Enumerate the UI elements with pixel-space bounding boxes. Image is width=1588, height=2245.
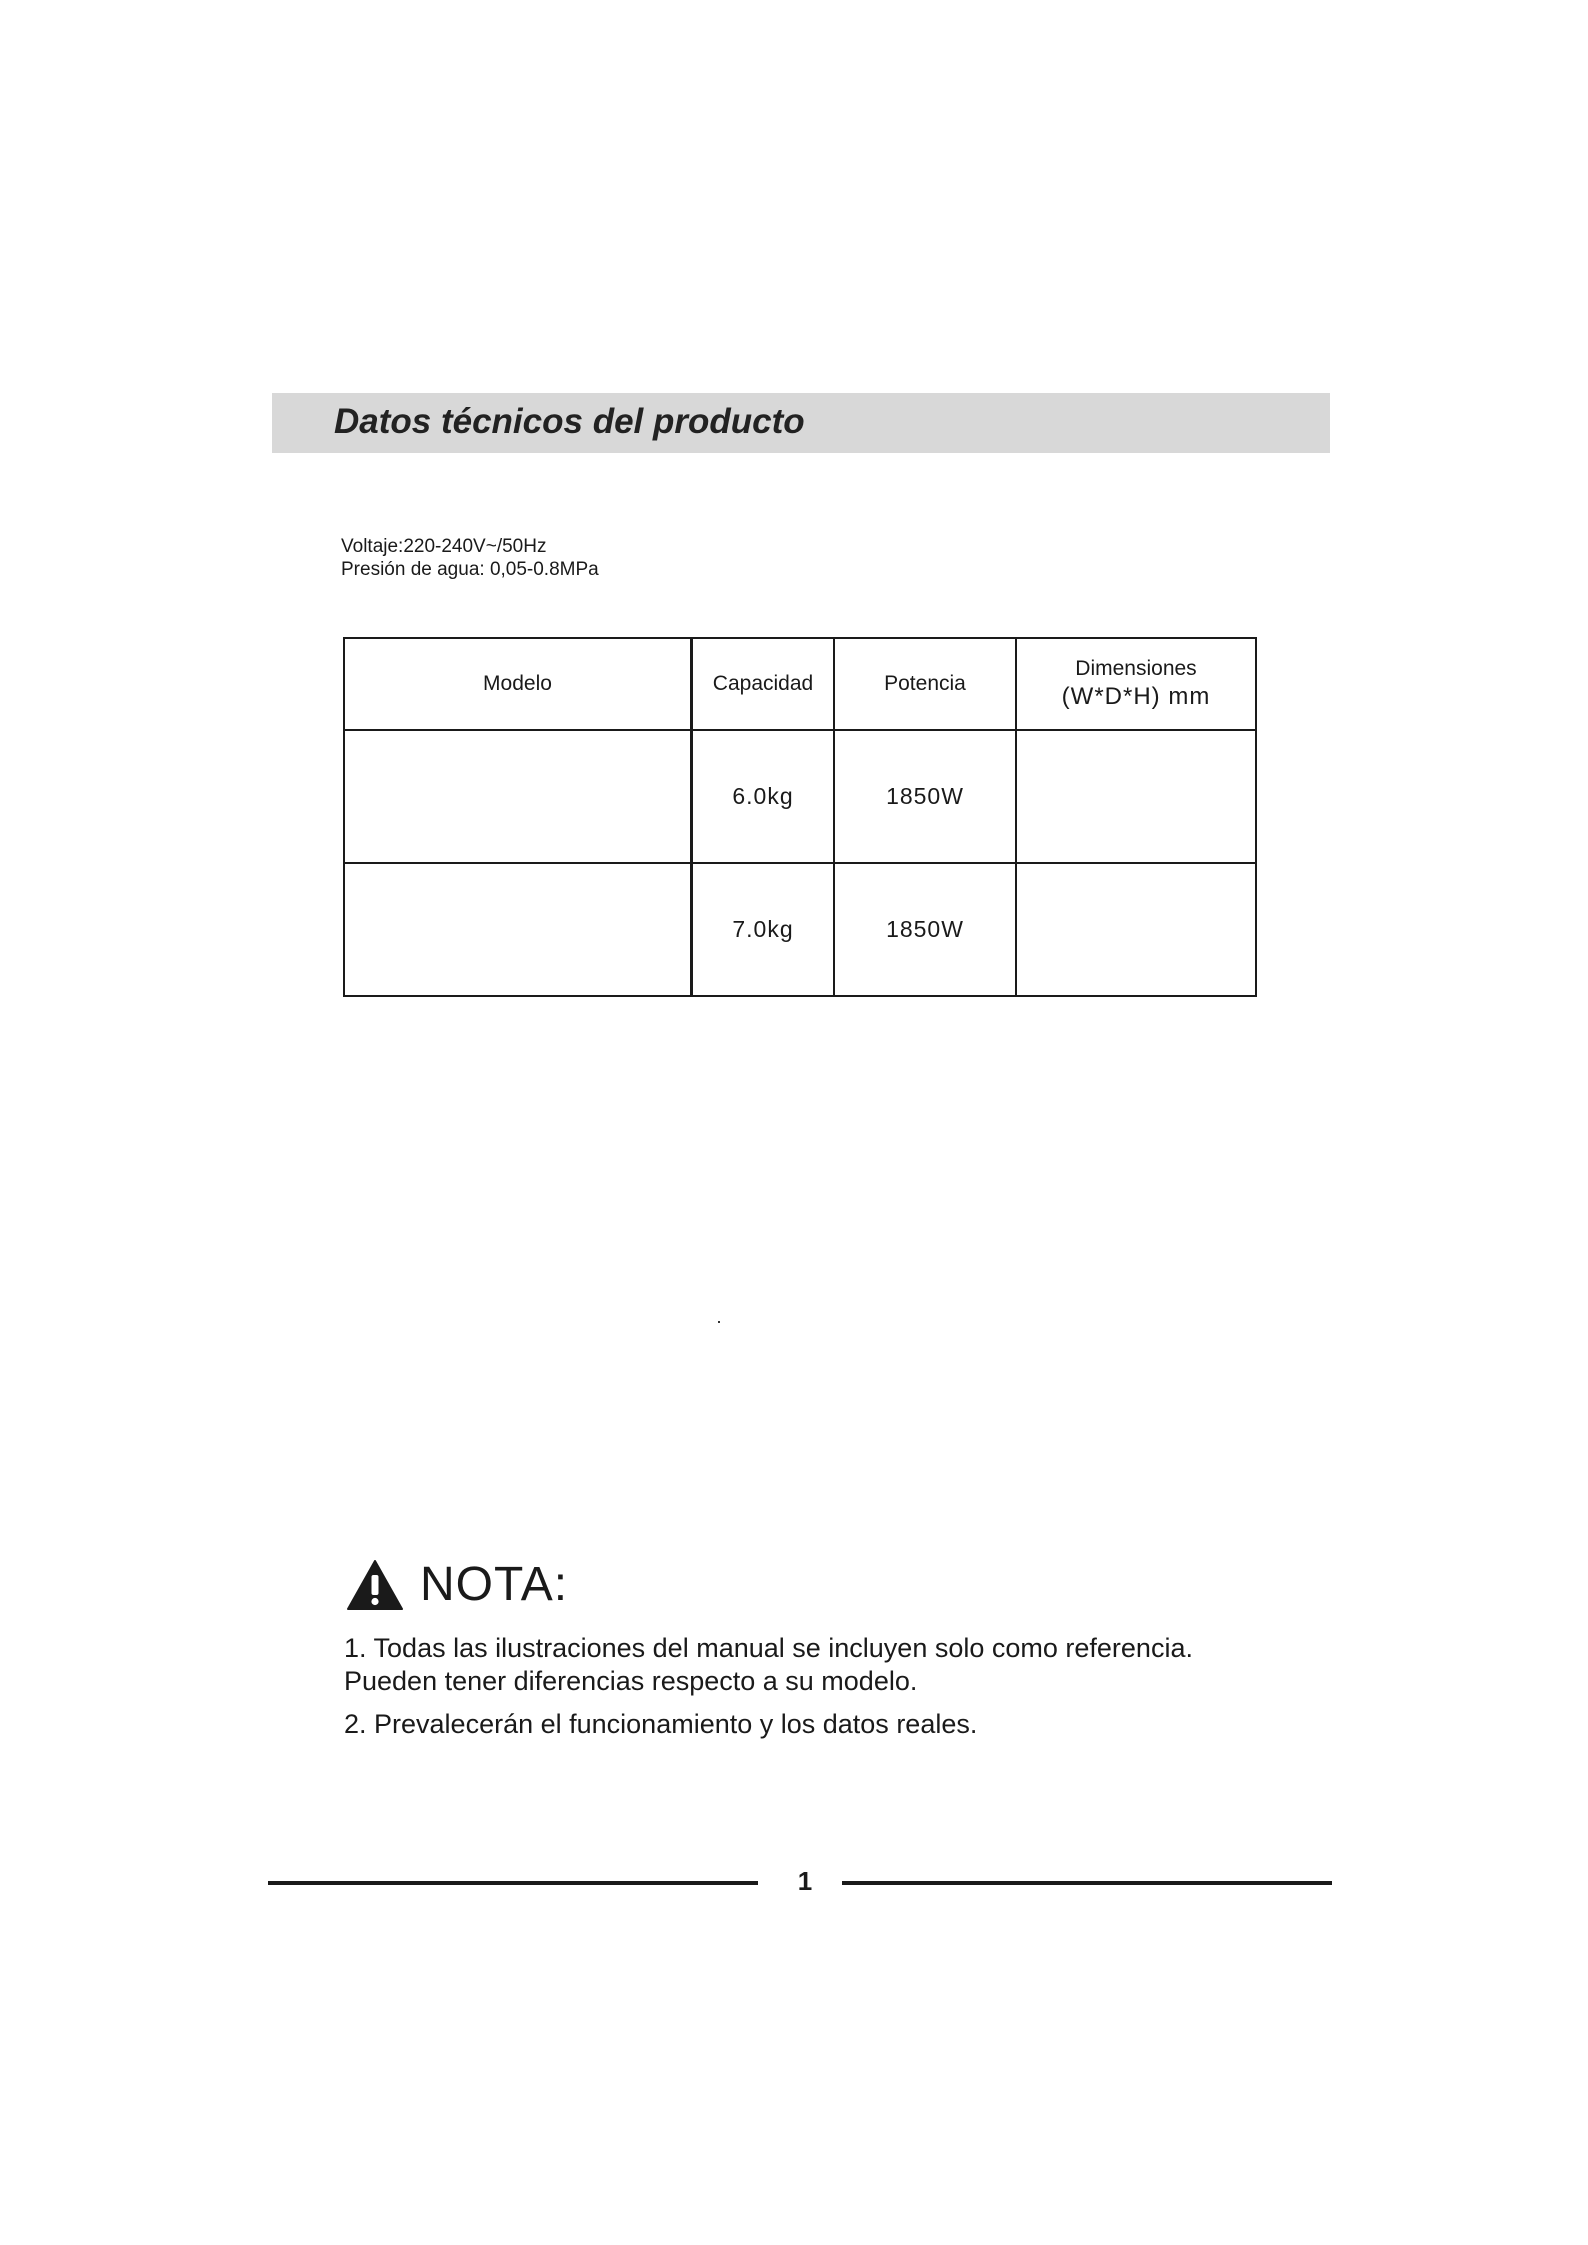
specifications-table bbox=[343, 637, 1257, 997]
footer-rule-left bbox=[268, 1881, 758, 1885]
header-model: Modelo bbox=[344, 638, 692, 730]
warning-triangle-icon bbox=[346, 1559, 404, 1611]
note-item-1-line-2: Pueden tener diferencias respecto a su modelo. bbox=[344, 1666, 918, 1696]
note-title: NOTA: bbox=[420, 1558, 569, 1611]
footer-rule-right bbox=[842, 1881, 1332, 1885]
header-capacity: Capacidad bbox=[692, 638, 835, 730]
cell-dimensions bbox=[1016, 730, 1256, 863]
note-heading bbox=[346, 1557, 568, 1612]
header-power: Potencia bbox=[834, 638, 1016, 730]
section-title-bar bbox=[272, 393, 1330, 453]
voltage-text: Voltaje:220-240V~/50Hz bbox=[341, 536, 547, 557]
note-item-2: 2. Prevalecerán el funcionamiento y los datos reales. bbox=[344, 1709, 978, 1739]
header-dimensions bbox=[1016, 638, 1256, 730]
table-header-row bbox=[344, 638, 1256, 730]
water-pressure-text: Presión de agua: 0,05-0.8MPa bbox=[341, 559, 599, 580]
cell-capacity: 6.0kg bbox=[692, 730, 835, 863]
table-row bbox=[344, 863, 1256, 996]
header-dimensions-unit: (W*D*H) mm bbox=[1061, 683, 1211, 710]
cell-power: 1850W bbox=[834, 863, 1016, 996]
table-row bbox=[344, 730, 1256, 863]
cell-dimensions bbox=[1016, 863, 1256, 996]
cell-model bbox=[344, 863, 692, 996]
cell-power: 1850W bbox=[834, 730, 1016, 863]
note-body bbox=[344, 1632, 1193, 1741]
cell-model bbox=[344, 730, 692, 863]
spec-block bbox=[341, 535, 599, 581]
note-item-1-line-1: 1. Todas las ilustraciones del manual se incluyen solo como referencia. bbox=[344, 1633, 1193, 1663]
page-number: 1 bbox=[797, 1866, 813, 1896]
section-title: Datos técnicos del producto bbox=[334, 402, 805, 441]
cell-capacity: 7.0kg bbox=[692, 863, 835, 996]
stray-dot bbox=[718, 1321, 720, 1323]
header-dimensions-label: Dimensiones bbox=[1075, 657, 1197, 680]
